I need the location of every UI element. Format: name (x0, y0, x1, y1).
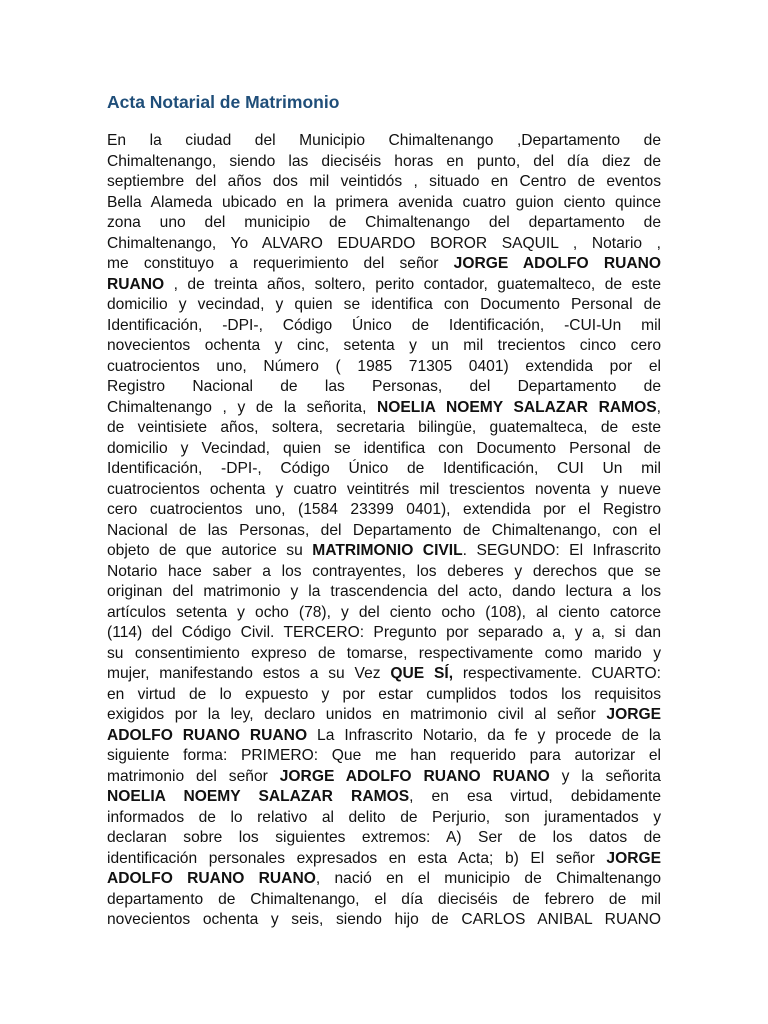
text-segment: su consentimiento expreso de tomarse, respectivamente como marido y (107, 644, 661, 662)
text-segment: me constituyo a requerimiento del señor (107, 255, 454, 272)
text-line (107, 664, 661, 685)
text-segment: domicilio y Vecindad, quien se identifica con Documento Personal de (107, 439, 661, 457)
text-line (107, 726, 661, 747)
bold-text-segment: JORGE (606, 706, 661, 723)
bold-text-segment: ADOLFO RUANO RUANO (107, 870, 316, 887)
bold-text-segment: JORGE ADOLFO RUANO RUANO (279, 767, 550, 785)
text-line (107, 213, 661, 234)
text-segment: Identificación, -DPI-, Código Único de Identificación, CUI Un mil (107, 460, 661, 477)
text-line (107, 562, 661, 583)
text-segment: cero cuatrocientos uno, (1584 23399 0401), extendida por el Registro (107, 501, 661, 518)
text-segment: domicilio y vecindad, y quien se identifica con Documento Personal de (107, 296, 661, 313)
text-segment: novecientos ochenta y cinc, setenta y un mil trecientos cinco cero (107, 337, 661, 354)
text-line (107, 541, 661, 562)
text-segment: , de treinta años, soltero, perito contador, guatemalteco, de este (164, 275, 661, 293)
text-line (107, 623, 661, 644)
text-segment: Chimaltenango, Yo ALVARO EDUARDO BOROR SAQUIL , Notario , (107, 234, 661, 252)
text-segment: , (656, 398, 661, 416)
text-segment: zona uno del municipio de Chimaltenango del departamento de (107, 214, 661, 231)
text-segment: mujer, manifestando estos a su Vez (107, 665, 391, 682)
text-segment: novecientos ochenta y seis, siendo hijo de CARLOS ANIBAL RUANO (107, 911, 661, 928)
text-line (107, 787, 661, 808)
text-line (107, 705, 661, 726)
text-segment: cuatrocientos ochenta y cuatro veintitrés mil trescientos noventa y nueve (107, 480, 661, 498)
text-segment: respectivamente. CUARTO: (453, 665, 661, 682)
text-segment: exigidos por la ley, declaro unidos en matrimonio civil al señor (107, 706, 607, 723)
text-line (107, 254, 661, 275)
text-segment: objeto de que autorice su (107, 542, 313, 559)
text-line (107, 439, 661, 460)
bold-text-segment: JORGE (606, 849, 661, 867)
text-line (107, 910, 661, 931)
text-line (107, 316, 661, 337)
document-body (107, 131, 661, 931)
text-line (107, 685, 661, 706)
text-segment: declaran sobre los siguientes extremos: A) Ser de los datos de (107, 829, 661, 846)
text-line (107, 480, 661, 501)
text-line (107, 582, 661, 603)
text-segment: matrimonio del señor (107, 767, 280, 785)
text-segment: , nació en el municipio de Chimaltenango (315, 870, 661, 887)
text-segment: cuatrocientos uno, Número ( 1985 71305 0401) extendida por el (107, 357, 661, 375)
text-segment: en virtud de lo expuesto y por estar cumplidos todos los requisitos (107, 685, 661, 703)
bold-text-segment: NOELIA NOEMY SALAZAR RAMOS (107, 788, 410, 805)
text-line (107, 500, 661, 521)
text-segment: informados de lo relativo al delito de Perjurio, son juramentados y (107, 808, 661, 826)
text-segment: Bella Alameda ubicado en la primera avenida cuatro guion ciento quince (107, 193, 661, 211)
text-line (107, 849, 661, 870)
text-line (107, 644, 661, 665)
bold-text-segment: NOELIA NOEMY SALAZAR RAMOS (377, 398, 657, 416)
text-segment: identificación personales expresados en esta Acta; b) El señor (107, 849, 607, 867)
text-segment: Notario hace saber a los contrayentes, los deberes y derechos que se (107, 562, 661, 580)
bold-text-segment: JORGE ADOLFO RUANO (453, 255, 662, 272)
text-segment: Chimaltenango , y de la señorita, (107, 398, 378, 416)
document-title: Acta Notarial de Matrimonio (107, 92, 340, 112)
text-line (107, 808, 661, 829)
text-line (107, 890, 661, 911)
text-line (107, 172, 661, 193)
text-segment: originan del matrimonio y la trascendencia del acto, dando lectura a los (107, 583, 661, 600)
text-segment: Identificación, -DPI-, Código Único de Identificación, -CUI-Un mil (107, 316, 661, 334)
text-line (107, 152, 661, 173)
text-line (107, 869, 661, 890)
text-line (107, 193, 661, 214)
text-line (107, 767, 661, 788)
text-segment: siguiente forma: PRIMERO: Que me han requerido para autorizar el (107, 747, 661, 764)
text-segment: La Infrascrito Notario, da fe y procede de la (307, 726, 661, 744)
text-segment: septiembre del años dos mil veintidós , situado en Centro de eventos (107, 173, 661, 190)
bold-text-segment: RUANO (107, 275, 165, 293)
text-line (107, 295, 661, 316)
bold-text-segment: QUE SÍ, (390, 665, 454, 682)
text-segment: y la señorita (549, 767, 661, 785)
text-line (107, 603, 661, 624)
text-segment: En la ciudad del Municipio Chimaltenango ,Departamento de (107, 132, 661, 149)
text-segment: departamento de Chimaltenango, el día dieciséis de febrero de mil (107, 890, 661, 908)
text-line (107, 459, 661, 480)
bold-text-segment: ADOLFO RUANO RUANO (107, 726, 308, 744)
text-segment: artículos setenta y ocho (78), y del ciento ocho (108), al ciento catorce (107, 603, 661, 621)
text-segment: (114) del Código Civil. TERCERO: Pregunto por separado a, y a, si dan (107, 624, 661, 641)
text-line (107, 418, 661, 439)
text-segment: , en esa virtud, debidamente (409, 788, 661, 805)
text-line (107, 336, 661, 357)
text-line (107, 357, 661, 378)
text-line (107, 398, 661, 419)
text-line (107, 521, 661, 542)
text-segment: Nacional de las Personas, del Departamento de Chimaltenango, con el (107, 521, 661, 539)
text-segment: de veintisiete años, soltera, secretaria bilingüe, guatemalteca, de este (107, 419, 661, 436)
text-segment: Chimaltenango, siendo las dieciséis horas en punto, del día diez de (107, 152, 661, 170)
text-line (107, 234, 661, 255)
text-line (107, 131, 661, 152)
bold-text-segment: MATRIMONIO CIVIL (312, 542, 463, 559)
text-line (107, 377, 661, 398)
text-line (107, 275, 661, 296)
text-segment: . SEGUNDO: El Infrascrito (462, 542, 661, 559)
text-line (107, 828, 661, 849)
text-segment: Registro Nacional de las Personas, del Departamento de (107, 378, 661, 395)
text-line (107, 746, 661, 767)
